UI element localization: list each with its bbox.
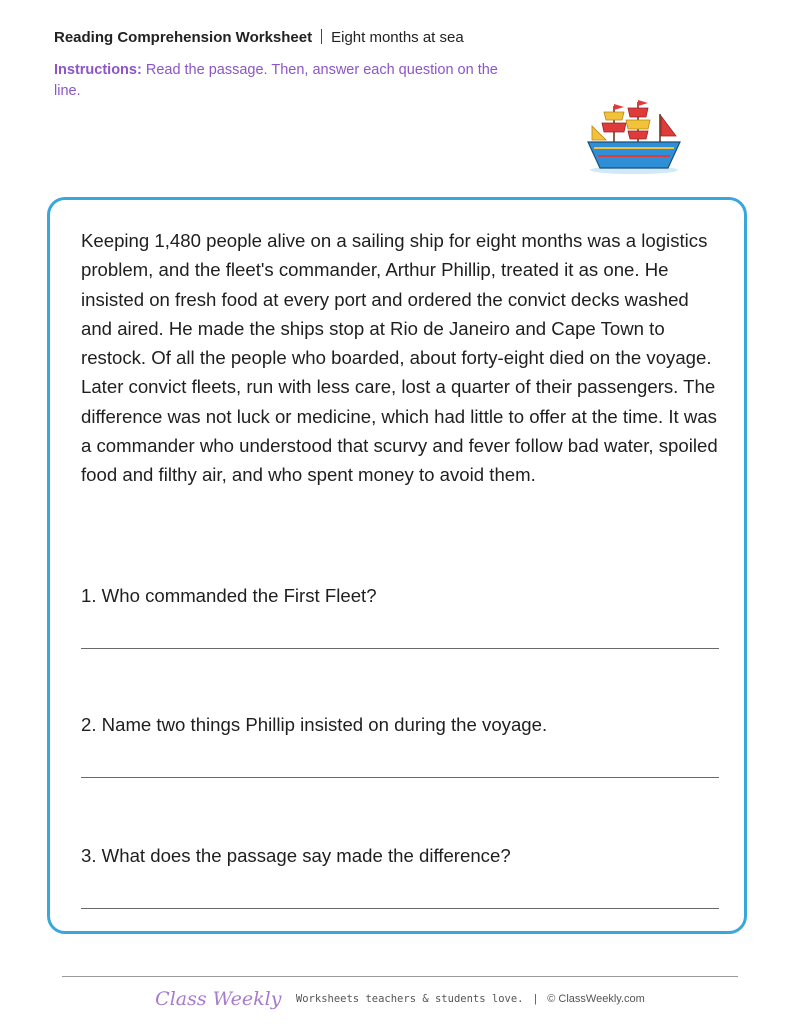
footer-divider	[62, 976, 738, 977]
reading-passage: Keeping 1,480 people alive on a sailing ship for eight months was a logistics problem, and the fleet's commander, Arthur Phillip, treated it as one. He insisted on fresh food at every port and ordered the convict decks washed and aired. He made the ships stop at Rio de Janeiro and Cape Town to restock. Of all the people who boarded, about forty-eight died on the voyage. Later convict fleets, run with less care, lost a quarter of their passengers. The difference was not luck or medicine, which had little to offer at the time. It was a commander who understood that scurvy and fever follow bad water, spoiled food and filthy air, and who spent money to avoid them.	[81, 230, 718, 486]
worksheet-subtitle: Eight months at sea	[331, 29, 464, 46]
footer-separator: |	[533, 993, 537, 1005]
title-divider	[321, 29, 322, 44]
footer-copyright: © ClassWeekly.com	[547, 993, 645, 1005]
instructions-text: Read the passage. Then, answer each question on the line.	[54, 62, 498, 99]
answer-line-1[interactable]	[81, 648, 719, 649]
instructions-lead: Instructions:	[54, 62, 142, 78]
instructions	[54, 60, 514, 102]
footer	[0, 988, 800, 1010]
answer-line-2[interactable]	[81, 777, 719, 778]
question-1: 1. Who commanded the First Fleet?	[81, 585, 377, 606]
worksheet-title: Reading Comprehension Worksheet	[54, 29, 313, 46]
answer-line-3[interactable]	[81, 908, 719, 909]
worksheet-header	[54, 28, 514, 102]
title-line	[54, 28, 514, 48]
question-3: 3. What does the passage say made the difference?	[81, 845, 511, 866]
sailing-ship-icon	[584, 96, 684, 176]
footer-tagline: Worksheets teachers & students love.	[295, 993, 524, 1005]
question-2: 2. Name two things Phillip insisted on during the voyage.	[81, 714, 548, 735]
brand-logo: Class Weekly	[155, 988, 282, 1010]
